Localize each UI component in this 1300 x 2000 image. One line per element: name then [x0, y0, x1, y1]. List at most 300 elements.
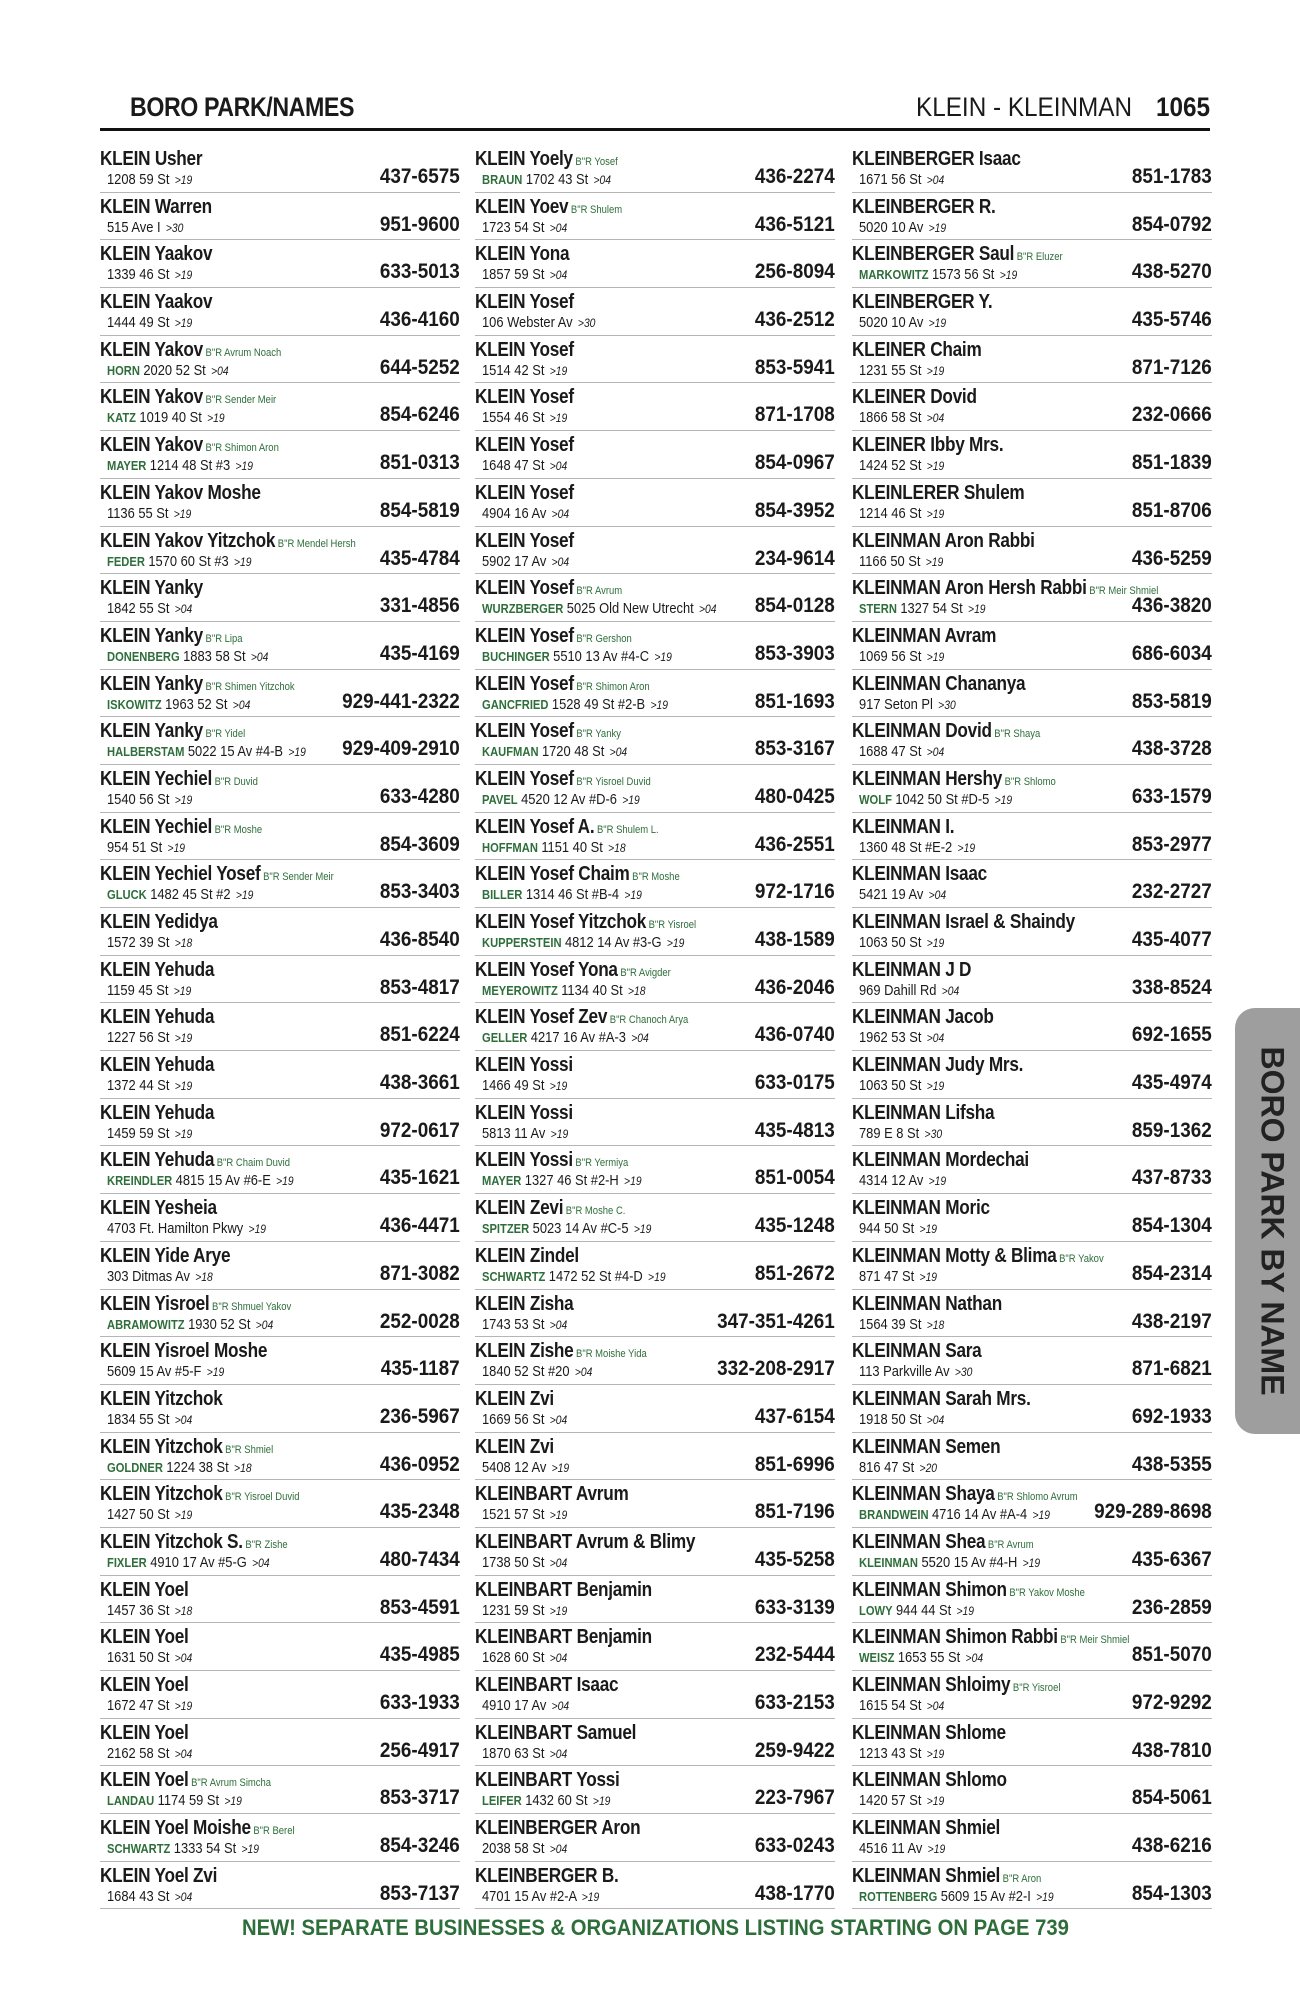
entry-phone: 232-5444	[755, 1643, 835, 1667]
entry-br: B"R Yisroel	[648, 919, 697, 931]
entry-phone: 851-0313	[380, 451, 460, 475]
header-right	[892, 92, 1210, 123]
entry-br: B"R Shmuel Yakov	[212, 1300, 292, 1313]
entry-br: B"R Yidel	[205, 728, 246, 741]
entry-address-line	[107, 1268, 213, 1285]
entry-zip: >04	[926, 173, 945, 187]
entry-phone: 972-1716	[755, 880, 835, 904]
entry-name: KLEINBERGER B.	[475, 1864, 619, 1887]
entry-address-line	[107, 553, 251, 570]
listing-entry	[475, 431, 835, 479]
entry-address: 4314 12 Av	[859, 1172, 924, 1190]
listing-entry	[475, 765, 835, 813]
entry-address: 5023 14 Av #C-5	[532, 1220, 629, 1238]
listing-entry	[852, 383, 1212, 431]
entry-name: KLEINER Ibby Mrs.	[852, 434, 1004, 457]
entry-name-line	[100, 1102, 214, 1125]
listing-entry	[475, 240, 835, 288]
entry-phone: 853-2977	[1132, 832, 1212, 856]
entry-zip: >19	[928, 316, 947, 331]
entry-phone: 854-3609	[380, 832, 460, 856]
entry-phone: 435-1248	[755, 1214, 835, 1238]
entry-address-line	[107, 1840, 259, 1857]
entry-address: 4910 17 Av #5-G	[150, 1553, 247, 1571]
listing-entry	[852, 1480, 1212, 1528]
entry-name-line	[852, 720, 1040, 743]
entry-zip: >04	[609, 745, 628, 760]
entry-surname: WOLF	[859, 791, 892, 807]
listing-entry	[100, 908, 460, 956]
entry-address: 917 Seton Pl	[859, 695, 933, 713]
entry-address: 789 E 8 St	[859, 1124, 920, 1142]
listing-entry	[100, 622, 460, 670]
entry-zip: >19	[592, 1794, 611, 1809]
entry-address-line	[107, 1745, 192, 1762]
entry-zip: >04	[549, 1842, 568, 1857]
entry-name-line	[100, 1483, 299, 1506]
entry-zip: >18	[174, 1603, 193, 1618]
entry-address: 1360 48 St #E-2	[859, 838, 953, 856]
entry-phone: 871-1708	[755, 403, 835, 427]
entry-name: KLEINMAN I.	[852, 815, 955, 838]
entry-name: KLEIN Yaakov	[100, 291, 213, 314]
entry-name: KLEIN Yossi	[475, 1054, 573, 1077]
entry-name-line	[100, 148, 202, 171]
entry-address: 1333 54 St	[173, 1840, 237, 1858]
entry-address: 1224 38 St	[166, 1458, 229, 1476]
entry-address: 1963 52 St	[165, 695, 228, 713]
entry-zip: >18	[926, 1317, 945, 1332]
entry-zip: >04	[255, 1317, 274, 1332]
entry-name-line	[100, 1674, 189, 1697]
entry-phone: 435-4169	[380, 641, 460, 665]
entry-name: KLEINMAN Hershy	[852, 767, 1003, 790]
listing-entry	[475, 1337, 835, 1385]
entry-name-line	[852, 1531, 1034, 1554]
entry-name-line	[852, 1579, 1085, 1602]
entry-zip: >04	[549, 268, 568, 283]
entry-phone: 633-2153	[755, 1691, 835, 1714]
entry-address-line	[107, 1125, 192, 1142]
entry-phone: 692-1933	[1132, 1404, 1212, 1428]
entry-address-line	[482, 362, 567, 379]
entry-address: 1671 56 St	[859, 171, 922, 188]
entry-address-line	[107, 457, 253, 474]
entry-name-line	[475, 1722, 636, 1745]
listing-entry	[475, 908, 835, 956]
entry-name: KLEINBERGER Saul	[852, 243, 1015, 266]
entry-address: 944 44 St	[895, 1601, 952, 1619]
entry-name: KLEIN Yosef	[475, 434, 574, 457]
entry-phone: 851-1839	[1132, 451, 1212, 475]
entry-phone: 854-3952	[755, 498, 835, 522]
entry-phone: 223-7967	[755, 1786, 835, 1810]
entry-zip: >18	[627, 983, 646, 998]
entry-address-line	[859, 648, 944, 665]
entry-address: 1528 49 St #2-B	[551, 695, 646, 713]
entry-br: B"R Mendel Hersh	[277, 537, 356, 550]
entry-name: KLEIN Yossi	[475, 1101, 573, 1124]
entry-name-line	[100, 482, 261, 505]
entry-surname: LANDAU	[107, 1793, 155, 1809]
entry-name: KLEINMAN Nathan	[852, 1292, 1002, 1315]
entry-address: 106 Webster Av	[482, 314, 573, 332]
entry-address: 4703 Ft. Hamilton Pkwy	[107, 1220, 244, 1238]
entry-address-line	[107, 1363, 224, 1380]
listing-entry	[852, 1528, 1212, 1576]
listing-entry	[852, 670, 1212, 718]
entry-name-line	[852, 1626, 1129, 1649]
entry-zip: >04	[174, 602, 193, 617]
listing-entry	[475, 1480, 835, 1528]
listing-entry	[475, 1862, 835, 1910]
entry-name: KLEIN Yossi	[475, 1149, 573, 1172]
entry-name-line	[475, 482, 574, 505]
entry-zip: >19	[928, 220, 947, 235]
entry-zip: >18	[195, 1269, 213, 1284]
entry-zip: >19	[174, 1126, 193, 1141]
entry-address: 1231 55 St	[859, 361, 922, 379]
entry-address-line	[859, 457, 944, 474]
entry-address-line	[107, 1792, 242, 1809]
entry-phone: 436-2512	[755, 308, 835, 332]
entry-name-line	[852, 625, 996, 648]
listing-column-3	[852, 145, 1212, 1909]
entry-address-line	[482, 553, 569, 570]
entry-surname: BRANDWEIN	[859, 1507, 929, 1523]
entry-name: KLEIN Yosef	[475, 291, 574, 314]
entry-name: KLEINMAN Shlome	[852, 1721, 1006, 1744]
entry-address-line	[107, 1077, 192, 1094]
listing-entry	[852, 527, 1212, 575]
entry-phone: 854-6246	[380, 403, 460, 427]
listing-entry	[100, 1528, 460, 1576]
entry-name-line	[852, 1722, 1006, 1745]
entry-name: KLEIN Yisroel Moshe	[100, 1340, 268, 1363]
listing-entry	[100, 479, 460, 527]
entry-zip: >19	[241, 1842, 260, 1857]
entry-name-line	[475, 1340, 647, 1363]
entry-name: KLEIN Yoel Moishe	[100, 1817, 251, 1840]
listing-entry	[475, 1003, 835, 1051]
entry-address: 1669 56 St	[482, 1410, 545, 1428]
entry-name: KLEIN Yehuda	[100, 1054, 215, 1077]
entry-address-line	[859, 696, 956, 713]
entry-phone: 854-1303	[1132, 1881, 1212, 1905]
entry-name: KLEINMAN Judy Mrs.	[852, 1054, 1024, 1077]
entry-br: B"R Yisroel	[1012, 1682, 1061, 1694]
entry-phone: 851-7196	[755, 1500, 835, 1524]
entry-name-line	[100, 720, 245, 743]
entry-br: B"R Berel	[253, 1825, 295, 1838]
listing-entry	[852, 1671, 1212, 1719]
listing-entry	[100, 193, 460, 241]
entry-phone: 854-0967	[755, 451, 835, 475]
entry-phone: 436-4160	[380, 308, 460, 332]
entry-phone: 236-2859	[1132, 1595, 1212, 1619]
entry-zip: >19	[174, 268, 193, 283]
entry-phone: 338-8524	[1132, 975, 1212, 999]
entry-name-line	[475, 673, 650, 696]
listing-entry	[852, 1051, 1212, 1099]
entry-address-line	[107, 1172, 294, 1189]
entry-zip: >19	[648, 1269, 666, 1284]
entry-name-line	[100, 959, 214, 982]
entry-name-line	[100, 1865, 217, 1888]
entry-address: 1420 57 St	[859, 1792, 922, 1810]
entry-name-line	[852, 1102, 994, 1125]
entry-zip: >19	[173, 983, 192, 998]
entry-br: B"R Shulem L.	[596, 823, 659, 836]
entry-zip: >30	[165, 220, 184, 235]
entry-phone: 436-2551	[755, 832, 835, 856]
entry-name: KLEIN Yosef	[475, 720, 574, 743]
entry-address-line	[107, 171, 192, 188]
entry-phone: 851-1783	[1132, 165, 1212, 188]
entry-name: KLEIN Yide Arye	[100, 1244, 231, 1267]
entry-address: 1327 46 St #2-H	[524, 1172, 619, 1190]
entry-name-line	[852, 863, 987, 886]
entry-name-line	[100, 1531, 288, 1554]
entry-phone: 435-2348	[380, 1500, 460, 1524]
listing-entry	[852, 956, 1212, 1004]
entry-address-line	[859, 1840, 945, 1857]
entry-address: 969 Dahill Rd	[859, 981, 937, 999]
entry-address-line	[482, 171, 611, 188]
entry-address: 1653 55 St	[897, 1649, 961, 1667]
entry-address: 1738 50 St	[482, 1553, 545, 1571]
listing-entry	[852, 1337, 1212, 1385]
entry-name-line	[475, 768, 651, 791]
entry-name-line	[100, 1388, 223, 1411]
entry-address-line	[859, 266, 1017, 283]
entry-name-line	[100, 625, 243, 648]
entry-name-line	[475, 625, 632, 648]
entry-address: 5020 10 Av	[859, 314, 924, 332]
entry-address: 4716 14 Av #A-4	[932, 1506, 1028, 1524]
entry-zip: >19	[1032, 1508, 1050, 1523]
entry-name: KLEIN Warren	[100, 195, 212, 218]
entry-name: KLEINMAN Jacob	[852, 1006, 994, 1029]
entry-br: B"R Aron	[1002, 1872, 1042, 1885]
entry-address: 1166 50 St	[859, 552, 921, 570]
entry-phone: 851-1693	[755, 689, 835, 713]
entry-name-line	[100, 1197, 217, 1220]
listing-entry	[475, 1146, 835, 1194]
entry-name: KLEINER Dovid	[852, 386, 977, 409]
entry-zip: >19	[926, 1746, 945, 1761]
entry-name-line	[100, 1293, 291, 1316]
entry-phone: 436-0740	[755, 1023, 835, 1047]
entry-phone: 435-4985	[380, 1643, 460, 1667]
entry-name: KLEIN Yosef A.	[475, 815, 595, 838]
entry-zip: >19	[926, 1079, 945, 1094]
entry-address-line	[859, 1792, 944, 1809]
entry-br: B"R Avrum	[987, 1538, 1034, 1551]
listing-entry	[852, 622, 1212, 670]
entry-address-line	[482, 1649, 567, 1666]
entry-br: B"R Yanky	[576, 728, 621, 741]
listing-entry	[475, 717, 835, 765]
entry-name-line	[100, 386, 276, 409]
entry-address-line	[482, 1411, 567, 1428]
entry-zip: >19	[173, 506, 192, 521]
entry-zip: >04	[926, 1031, 945, 1046]
entry-zip: >04	[631, 1031, 649, 1046]
listing-entry	[852, 193, 1212, 241]
entry-phone: 851-2672	[755, 1261, 835, 1285]
entry-zip: >18	[174, 936, 193, 950]
entry-address: 1720 48 St	[541, 743, 605, 761]
entry-name: KLEINBART Avrum & Blimy	[475, 1530, 696, 1553]
entry-address: 5609 15 Av #5-F	[107, 1363, 202, 1381]
entry-name-line	[475, 1531, 695, 1554]
listing-entry	[475, 1194, 835, 1242]
entry-address-line	[482, 1077, 567, 1094]
entry-address: 5520 15 Av #4-H	[921, 1553, 1018, 1571]
entry-address-line	[107, 409, 225, 426]
entry-zip: >19	[174, 1699, 193, 1713]
entry-name: KLEINMAN Dovid	[852, 720, 992, 743]
listing-entry	[475, 1576, 835, 1624]
entry-surname: BRAUN	[482, 172, 523, 187]
entry-name-line	[100, 196, 212, 219]
listing-entry	[852, 908, 1212, 956]
entry-phone: 854-3246	[380, 1834, 460, 1858]
listing-entry	[100, 1433, 460, 1481]
listing-entry	[100, 1862, 460, 1910]
entry-br: B"R Meir Shmiel	[1089, 585, 1159, 598]
entry-name: KLEIN Yanky	[100, 672, 203, 695]
entry-name-line	[852, 1245, 1104, 1268]
entry-phone: 436-2046	[755, 975, 835, 999]
entry-address-line	[107, 314, 192, 331]
entry-name-line	[852, 1006, 994, 1029]
entry-br: B"R Moshe	[632, 871, 680, 884]
entry-zip: >04	[174, 1412, 193, 1427]
entry-address: 5609 15 Av #2-I	[940, 1887, 1031, 1905]
entry-name: KLEINMAN Chananya	[852, 672, 1026, 695]
entry-name: KLEIN Yosef	[475, 529, 574, 552]
entry-name-line	[475, 148, 618, 171]
entry-name-line	[852, 1197, 990, 1220]
entry-address-line	[859, 743, 944, 760]
entry-name-line	[852, 1388, 1031, 1411]
entry-address: 1069 56 St	[859, 647, 922, 665]
entry-address-line	[107, 1697, 192, 1714]
listing-entry	[475, 1623, 835, 1671]
entry-address-line	[482, 839, 626, 856]
entry-zip: >30	[938, 697, 956, 712]
entry-name-line	[100, 1054, 214, 1077]
entry-name: KLEIN Yechiel	[100, 767, 213, 790]
entry-address: 1743 53 St	[482, 1315, 545, 1333]
entry-surname: KUPPERSTEIN	[482, 935, 562, 950]
entry-surname: ABRAMOWITZ	[107, 1316, 185, 1332]
entry-phone: 438-6216	[1132, 1834, 1212, 1858]
entry-phone: 435-4784	[380, 546, 460, 570]
entry-address-line	[107, 600, 192, 617]
entry-address: 1174 59 St	[157, 1792, 220, 1810]
entry-name-line	[852, 243, 1063, 266]
entry-address-line	[107, 696, 250, 713]
entry-phone: 252-0028	[380, 1309, 460, 1333]
listing-entry	[852, 717, 1212, 765]
listing-entry	[475, 1385, 835, 1433]
entry-br: B"R Gershon	[576, 632, 632, 645]
entry-name-line	[852, 1293, 1002, 1316]
entry-address: 1424 52 St	[859, 457, 922, 475]
listing-entry	[475, 1766, 835, 1814]
entry-name: KLEIN Zvi	[475, 1435, 554, 1458]
entry-name-line	[100, 1245, 230, 1268]
entry-zip: >19	[549, 411, 568, 426]
entry-address-line	[482, 1029, 649, 1046]
entry-address-line	[859, 1602, 974, 1619]
entry-phone: 236-5967	[380, 1404, 460, 1428]
entry-address: 5025 Old New Utrecht	[566, 600, 694, 618]
entry-address-line	[482, 1506, 567, 1523]
entry-zip: >04	[928, 888, 947, 903]
entry-address-line	[482, 219, 567, 236]
entry-zip: >04	[549, 1412, 568, 1427]
entry-zip: >04	[232, 697, 251, 712]
entry-address-line	[482, 696, 668, 713]
entry-address-line	[482, 409, 567, 426]
entry-name-line	[100, 1340, 267, 1363]
entry-address: 1521 57 St	[482, 1506, 545, 1524]
entry-address: 1723 54 St	[482, 218, 545, 236]
entry-zip: >19	[622, 792, 640, 807]
entry-surname: STERN	[859, 601, 897, 617]
listing-entry	[100, 431, 460, 479]
entry-name: KLEIN Yanky	[100, 624, 203, 647]
entry-surname: HALBERSTAM	[107, 744, 185, 760]
section-title: BORO PARK/NAMES	[130, 92, 355, 122]
entry-name-line	[475, 243, 569, 266]
entry-address-line	[482, 505, 569, 522]
entry-surname: PAVEL	[482, 791, 518, 807]
entry-address: 1339 46 St	[107, 266, 170, 284]
entry-address-line	[107, 886, 253, 903]
entry-phone: 853-3903	[755, 641, 835, 665]
entry-zip: >19	[206, 1365, 225, 1380]
listing-entry	[100, 1051, 460, 1099]
entry-name: KLEINMAN Shlomo	[852, 1769, 1007, 1792]
listing-entry	[475, 622, 835, 670]
entry-address-line	[859, 1888, 1054, 1905]
entry-name: KLEIN Yakov	[100, 434, 203, 457]
entry-name: KLEIN Yehuda	[100, 958, 215, 981]
entry-zip: >19	[956, 1603, 975, 1618]
entry-zip: >30	[954, 1365, 973, 1380]
listing-entry	[475, 1242, 835, 1290]
entry-name-line	[100, 768, 258, 791]
entry-name: KLEIN Zisha	[475, 1292, 574, 1315]
entry-br: B"R Lipa	[205, 632, 243, 645]
listing-entry	[852, 1385, 1212, 1433]
entry-address: 2038 58 St	[482, 1840, 545, 1858]
entry-br: B"R Meir Shmiel	[1060, 1634, 1130, 1647]
entry-name-line	[852, 1483, 1078, 1506]
entry-surname: LOWY	[859, 1602, 893, 1618]
listing-entry	[100, 1671, 460, 1719]
entry-zip: >19	[994, 792, 1013, 807]
entry-phone: 480-7434	[380, 1547, 460, 1571]
entry-name: KLEINMAN Israel & Shaindy	[852, 911, 1075, 933]
entry-name: KLEINBERGER Aron	[475, 1817, 641, 1840]
entry-address-line	[482, 1554, 567, 1571]
